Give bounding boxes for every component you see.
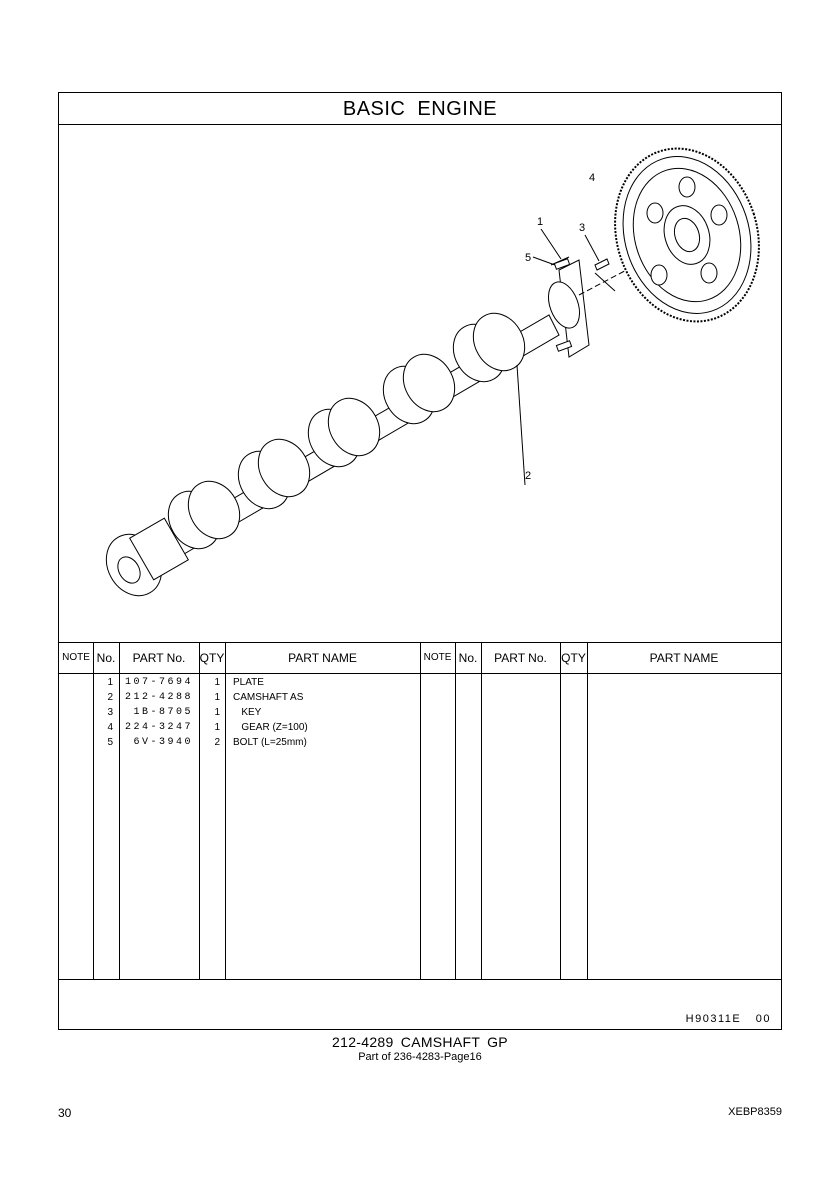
header-note-right: NOTE — [423, 652, 452, 663]
document-id: XEBP8359 — [728, 1106, 782, 1118]
header-part-no-left: PART No. — [132, 651, 186, 665]
row-1-qty: 1 — [214, 677, 220, 688]
callout-1: 1 — [537, 216, 544, 228]
row-1-part-name: PLATE — [233, 677, 264, 688]
row-4-part-no: 224-3247 — [124, 722, 193, 733]
callout-2: 2 — [525, 470, 532, 482]
row-1-part-no: 107-7694 — [124, 677, 193, 688]
row-3-qty: 1 — [214, 707, 220, 718]
timing-gear — [593, 130, 781, 341]
page-number: 30 — [58, 1106, 72, 1120]
group-title: 212-4289 CAMSHAFT GP — [332, 1034, 508, 1050]
row-5-part-name: BOLT (L=25mm) — [233, 737, 307, 748]
callout-4: 4 — [589, 172, 596, 184]
header-qty-left: QTY — [199, 651, 225, 665]
section-title: BASIC ENGINE — [59, 93, 781, 125]
row-1-no: 1 — [107, 677, 113, 688]
camshaft-illustration — [59, 125, 781, 643]
callout-5: 5 — [525, 252, 532, 264]
header-note-left: NOTE — [62, 652, 90, 663]
group-reference: Part of 236-4283-Page16 — [358, 1051, 482, 1063]
row-3-no: 3 — [107, 707, 113, 718]
row-4-no: 4 — [107, 722, 113, 733]
header-part-no-right: PART No. — [494, 651, 547, 665]
row-4-part-name: GEAR (Z=100) — [233, 722, 308, 733]
catalog-frame — [58, 92, 782, 1030]
row-3-part-no: 1B-8705 — [133, 707, 193, 718]
illustration-code: H90311E 00 — [685, 1013, 771, 1025]
parts-table — [59, 642, 781, 980]
row-2-part-no: 212-4288 — [124, 692, 193, 703]
exploded-parts-drawing — [59, 125, 781, 643]
row-4-qty: 1 — [214, 722, 220, 733]
header-no-left: No. — [96, 651, 116, 665]
row-2-part-name: CAMSHAFT AS — [233, 692, 304, 703]
row-5-part-no: 6V-3940 — [133, 737, 193, 748]
row-2-no: 2 — [107, 692, 113, 703]
row-5-no: 5 — [107, 737, 113, 748]
header-part-name-left: PART NAME — [288, 651, 357, 665]
header-no-right: No. — [458, 651, 478, 665]
header-part-name-right: PART NAME — [649, 651, 719, 665]
row-5-qty: 2 — [214, 737, 220, 748]
header-qty-right: QTY — [561, 651, 586, 665]
callout-3: 3 — [579, 222, 586, 234]
row-2-qty: 1 — [214, 692, 220, 703]
row-3-part-name: KEY — [233, 707, 262, 718]
key — [595, 259, 609, 270]
